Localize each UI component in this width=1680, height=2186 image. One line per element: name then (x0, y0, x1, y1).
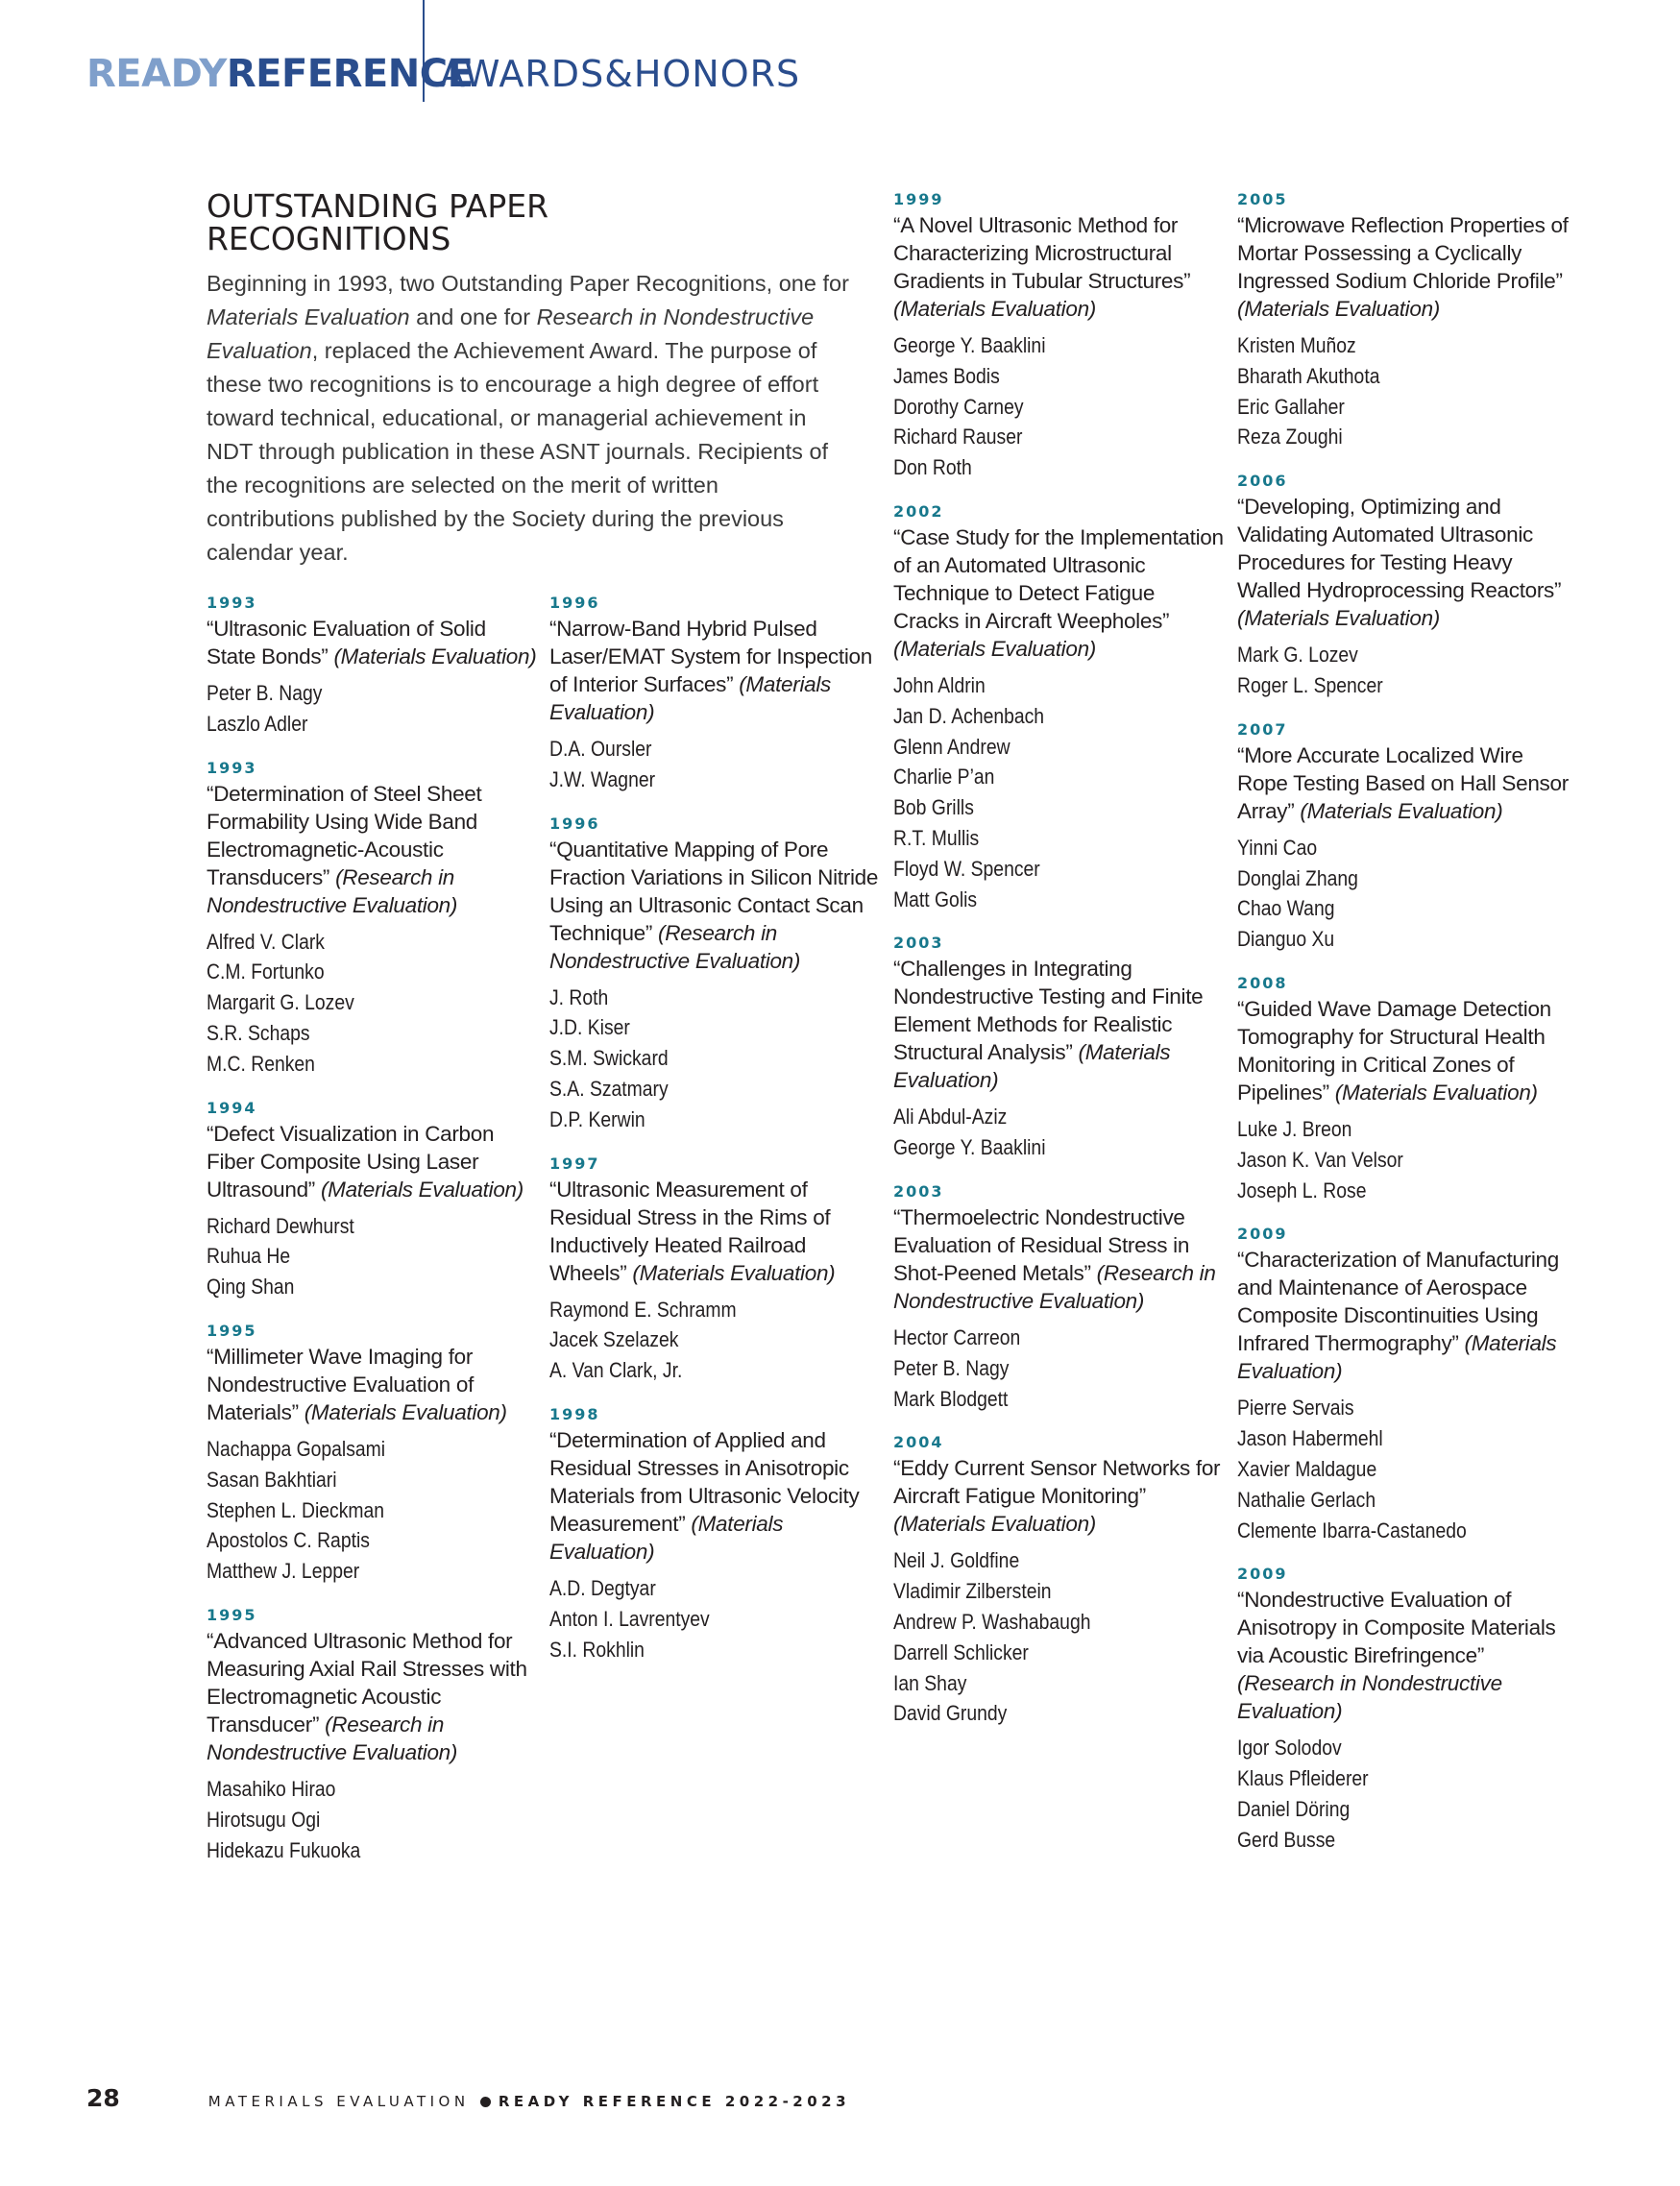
award-entry (207, 1099, 538, 1302)
recipient-list (207, 1774, 538, 1865)
recipient-name: D.A. Oursler (549, 737, 652, 761)
column-3 (893, 190, 1225, 1748)
running-footer (208, 2093, 850, 2110)
recipient-name: J.W. Wagner (549, 766, 656, 791)
intro-journal-me: Materials Evaluation (207, 304, 410, 329)
paper-title (1237, 1246, 1569, 1385)
paper-title-text: “Quantitative Mapping of Pore Fraction Variations in Silicon Nitride Using an Ultrasonic Contact Scan Technique” (549, 837, 879, 945)
column-4 (1237, 190, 1569, 1875)
recipient-name: A.D. Degtyar (549, 1575, 656, 1600)
award-year: 1998 (549, 1404, 600, 1423)
recipient-name: Charlie P’an (893, 765, 995, 789)
journal-name: (Materials Evaluation) (893, 1512, 1096, 1537)
recipient-name: Anton I. Lavrentyev (549, 1606, 710, 1631)
recipient-list (549, 983, 881, 1135)
award-year: 2006 (1237, 472, 1288, 491)
recipient-name: Vladimir Zilberstein (893, 1579, 1052, 1604)
page-heading: OUTSTANDING PAPER RECOGNITIONS (207, 187, 549, 257)
recipient-name: John Aldrin (893, 672, 986, 697)
paper-title-text: “More Accurate Localized Wire Rope Testing Based on Hall Sensor Array” (1237, 742, 1569, 823)
recipient-name: J. Roth (549, 984, 609, 1009)
recipient-list (549, 1295, 881, 1386)
journal-name: (Research in Nondestructive Evaluation) (207, 1712, 458, 1764)
award-entry (549, 1154, 881, 1386)
journal-name: (Materials Evaluation) (1334, 1080, 1538, 1105)
recipient-name: Hector Carreon (893, 1324, 1021, 1349)
award-year: 2009 (1237, 1225, 1288, 1244)
recipient-name: Floyd W. Spencer (893, 856, 1040, 881)
recipient-name: S.A. Szatmary (549, 1076, 669, 1101)
bullet-dot (480, 2097, 491, 2107)
recipient-name: Dorothy Carney (893, 394, 1024, 419)
recipient-list (207, 927, 538, 1080)
journal-name: (Materials Evaluation) (1237, 606, 1440, 631)
paper-title (893, 1454, 1225, 1538)
recipient-name: R.T. Mullis (893, 825, 980, 850)
award-year: 1997 (549, 1154, 600, 1173)
journal-name: (Materials Evaluation) (333, 644, 537, 668)
recipient-name: Peter B. Nagy (207, 681, 323, 705)
journal-name: (Materials Evaluation) (1300, 798, 1503, 823)
recipient-name: Hidekazu Fukuoka (207, 1837, 361, 1862)
recipient-name: Eric Gallaher (1237, 394, 1345, 419)
recipient-name: Dianguo Xu (1237, 927, 1335, 952)
award-entry (1237, 1565, 1569, 1855)
recipient-name: Pierre Servais (1237, 1396, 1354, 1421)
paper-title (1237, 1586, 1569, 1725)
paper-title-text: “Guided Wave Damage Detection Tomography for Structural Health Monitoring in Critical Zones of Pipelines” (1237, 996, 1551, 1105)
recipient-list (1237, 1393, 1569, 1545)
award-entry (893, 1433, 1225, 1729)
paper-title-text: “Determination of Applied and Residual Stresses in Anisotropic Materials from Ultrasonic Velocity Measurement” (549, 1427, 860, 1536)
recipient-name: Bharath Akuthota (1237, 363, 1380, 388)
journal-name: (Materials Evaluation) (1237, 297, 1440, 321)
recipient-name: Ali Abdul-Aziz (893, 1105, 1008, 1129)
recipient-name: Jason K. Van Velsor (1237, 1147, 1403, 1172)
paper-title (549, 615, 881, 726)
award-entry (1237, 1225, 1569, 1545)
footer-issue: READY REFERENCE 2022-2023 (498, 2093, 851, 2110)
recipient-name: Jan D. Achenbach (893, 703, 1045, 728)
journal-name: (Research in Nondestructive Evaluation) (549, 920, 801, 973)
recipient-name: Alfred V. Clark (207, 929, 325, 954)
award-year: 2004 (893, 1433, 944, 1452)
recipient-list (1237, 330, 1569, 452)
recipient-name: Sasan Bakhtiari (207, 1467, 337, 1492)
award-year: 2002 (893, 501, 944, 521)
recipient-name: S.I. Rokhlin (549, 1637, 645, 1662)
recipient-name: C.M. Fortunko (207, 959, 325, 984)
recipient-name: Jacek Szelazek (549, 1327, 679, 1352)
recipient-name: James Bodis (893, 363, 1000, 388)
recipient-name: Yinni Cao (1237, 835, 1318, 860)
column-1 (207, 594, 538, 1884)
award-entry (893, 502, 1225, 914)
intro-text: and one for (409, 304, 537, 329)
paper-title-text: “Defect Visualization in Carbon Fiber Composite Using Laser Ultrasound” (207, 1121, 495, 1202)
recipient-list (1237, 1733, 1569, 1855)
journal-name: (Research in Nondestructive Evaluation) (1237, 1671, 1502, 1724)
recipient-name: Darrell Schlicker (893, 1640, 1029, 1664)
paper-title-text: “Ultrasonic Measurement of Residual Stress in the Rims of Inductively Heated Railroad Wheels” (549, 1177, 831, 1285)
recipient-name: Masahiko Hirao (207, 1776, 336, 1801)
award-entry (1237, 720, 1569, 955)
paper-title-text: “Narrow-Band Hybrid Pulsed Laser/EMAT System for Inspection of Interior Surfaces” (549, 617, 872, 696)
paper-title-text: “Millimeter Wave Imaging for Nondestructive Evaluation of Materials” (207, 1344, 475, 1424)
award-entry (893, 190, 1225, 483)
recipient-list (893, 1102, 1225, 1163)
paper-title (893, 523, 1225, 663)
recipient-name: Mark G. Lozev (1237, 643, 1358, 668)
recipient-name: Daniel Döring (1237, 1796, 1351, 1821)
award-year: 1994 (207, 1098, 257, 1117)
recipient-name: Joseph L. Rose (1237, 1178, 1367, 1202)
recipient-name: J.D. Kiser (549, 1015, 630, 1040)
paper-title-text: “Microwave Reflection Properties of Mortar Possessing a Cyclically Ingressed Sodium Chloride Profile” (1237, 213, 1569, 293)
intro (207, 187, 850, 570)
paper-title (207, 1120, 538, 1203)
recipient-name: Ian Shay (893, 1670, 967, 1695)
journal-name: (Materials Evaluation) (549, 672, 832, 724)
column-2 (549, 594, 881, 1684)
award-entry (207, 594, 538, 740)
recipient-list (893, 1545, 1225, 1729)
section-title: AWARDS&HONORS (440, 53, 801, 95)
intro-journal-rnde: Research in Nondestructive Evaluation (207, 304, 815, 363)
recipient-list (549, 734, 881, 795)
paper-title (893, 955, 1225, 1094)
award-entry (207, 1606, 538, 1865)
recipient-name: Qing Shan (207, 1275, 295, 1299)
paper-title-text: “Developing, Optimizing and Validating Automated Ultrasonic Procedures for Testing Heavy Walled Hydroprocessing Reactors” (1237, 495, 1562, 603)
journal-name: (Materials Evaluation) (304, 1399, 507, 1424)
award-year: 1996 (549, 594, 600, 612)
paper-title-text: “Eddy Current Sensor Networks for Aircraft Fatigue Monitoring” (893, 1456, 1221, 1509)
recipient-name: Jason Habermehl (1237, 1426, 1383, 1451)
paper-title (549, 836, 881, 975)
recipient-name: Andrew P. Washabaugh (893, 1609, 1091, 1634)
recipient-name: Richard Dewhurst (207, 1213, 354, 1238)
award-year: 1995 (207, 1321, 257, 1340)
award-entry (207, 759, 538, 1080)
journal-name: (Materials Evaluation) (320, 1177, 523, 1202)
recipient-name: Neil J. Goldfine (893, 1548, 1020, 1573)
recipient-name: Clemente Ibarra-Castanedo (1237, 1518, 1467, 1542)
award-year: 2003 (893, 934, 944, 953)
recipient-name: Roger L. Spencer (1237, 672, 1383, 697)
page-number: 28 (86, 2084, 120, 2112)
recipient-name: M.C. Renken (207, 1051, 315, 1076)
award-entry (549, 594, 881, 795)
brand-ready: READY (86, 52, 227, 96)
intro-paragraph (207, 267, 850, 570)
recipient-list (893, 1323, 1225, 1414)
recipient-list (1237, 833, 1569, 955)
paper-title (893, 211, 1225, 323)
recipient-list (207, 678, 538, 740)
recipient-name: Klaus Pfleiderer (1237, 1766, 1369, 1791)
recipient-name: Kristen Muñoz (1237, 333, 1356, 357)
page-header (86, 50, 473, 98)
recipient-name: George Y. Baaklini (893, 1135, 1046, 1160)
journal-name: (Materials Evaluation) (549, 1511, 784, 1564)
recipient-name: Raymond E. Schramm (549, 1297, 737, 1322)
recipient-list (207, 1211, 538, 1302)
recipient-list (207, 1434, 538, 1587)
paper-title-text: “Characterization of Manufacturing and Maintenance of Aerospace Composite Discontinuities Using Infrared Thermography” (1237, 1248, 1559, 1356)
footer-publication: MATERIALS EVALUATION (207, 2093, 470, 2110)
award-entry (207, 1322, 538, 1587)
award-entry (893, 1182, 1225, 1414)
paper-title-text: “Determination of Steel Sheet Formability Using Wide Band Electromagnetic-Acoustic Transducers” (207, 781, 482, 889)
intro-text: Beginning in 1993, two Outstanding Paper Recognitions, one for (207, 271, 849, 296)
recipient-name: Laszlo Adler (207, 711, 308, 736)
recipient-name: A. Van Clark, Jr. (549, 1358, 683, 1383)
paper-title-text: “Nondestructive Evaluation of Anisotropy in Composite Materials via Acoustic Birefringence” (1237, 1588, 1556, 1668)
recipient-name: George Y. Baaklini (893, 333, 1046, 357)
journal-name: (Research in Nondestructive Evaluation) (207, 864, 458, 917)
recipient-name: Reza Zoughi (1237, 425, 1343, 449)
paper-title (893, 1203, 1225, 1315)
recipient-name: Igor Solodov (1237, 1736, 1342, 1761)
recipient-name: Apostolos C. Raptis (207, 1528, 370, 1553)
award-year: 1993 (207, 594, 257, 612)
award-year: 1999 (893, 190, 944, 208)
recipient-name: Nachappa Gopalsami (207, 1436, 386, 1461)
page-footer (86, 2084, 850, 2112)
recipient-list (893, 330, 1225, 483)
award-year: 2005 (1237, 190, 1288, 208)
award-entry (1237, 190, 1569, 452)
paper-title (549, 1176, 881, 1287)
award-year: 1995 (207, 1605, 257, 1624)
recipient-name: Luke J. Breon (1237, 1116, 1352, 1141)
award-year: 2008 (1237, 973, 1288, 992)
recipient-list (1237, 1114, 1569, 1205)
paper-title (207, 1627, 538, 1766)
award-year: 2009 (1237, 1565, 1288, 1584)
recipient-list (1237, 640, 1569, 701)
paper-title (549, 1426, 881, 1566)
paper-title-text: “Advanced Ultrasonic Method for Measuring Axial Rail Stresses with Electromagnetic Acoustic Transducer” (207, 1628, 527, 1737)
recipient-name: Margarit G. Lozev (207, 990, 354, 1015)
journal-name: (Materials Evaluation) (632, 1260, 836, 1285)
recipient-name: David Grundy (893, 1701, 1008, 1726)
award-year: 1996 (549, 814, 600, 833)
recipient-name: Glenn Andrew (893, 734, 1010, 759)
intro-text: , replaced the Achievement Award. The purpose of these two recognitions is to encourage a high degree of effort toward technical, educational, or managerial achievement in NDT through publication in these ASNT journals. Recipients of the recognitions are selected on the merit of written contributions published by the Society during the previous calendar year. (207, 338, 829, 565)
journal-name: (Materials Evaluation) (1237, 1331, 1557, 1384)
recipient-name: Hirotsugu Ogi (207, 1807, 321, 1832)
journal-name: (Materials Evaluation) (893, 1040, 1171, 1093)
recipient-name: Don Roth (893, 455, 972, 480)
journal-name: (Research in Nondestructive Evaluation) (893, 1260, 1216, 1313)
recipient-name: S.R. Schaps (207, 1020, 310, 1045)
recipient-list (549, 1573, 881, 1664)
award-entry (1237, 472, 1569, 701)
recipient-name: Nathalie Gerlach (1237, 1487, 1376, 1512)
recipient-name: S.M. Swickard (549, 1046, 669, 1071)
paper-title (207, 780, 538, 919)
award-year: 2003 (893, 1181, 944, 1201)
recipient-name: Donglai Zhang (1237, 865, 1358, 890)
recipient-name: D.P. Kerwin (549, 1106, 645, 1131)
award-entry (1237, 974, 1569, 1205)
paper-title-text: “Case Study for the Implementation of an Automated Ultrasonic Technique to Detect Fatigue Cracks in Aircraft Weepholes” (893, 524, 1224, 633)
award-entry (549, 1405, 881, 1664)
paper-title (1237, 995, 1569, 1106)
recipient-name: Stephen L. Dieckman (207, 1497, 385, 1522)
journal-name: (Materials Evaluation) (893, 636, 1096, 661)
recipient-name: Mark Blodgett (893, 1386, 1009, 1411)
recipient-name: Gerd Busse (1237, 1827, 1336, 1852)
paper-title (1237, 741, 1569, 825)
recipient-name: Matt Golis (893, 887, 978, 911)
award-year: 1993 (207, 758, 257, 777)
paper-title (207, 615, 538, 670)
recipient-list (893, 670, 1225, 914)
paper-title (1237, 493, 1569, 632)
recipient-name: Chao Wang (1237, 896, 1335, 921)
recipient-name: Xavier Maldague (1237, 1456, 1377, 1481)
paper-title-text: “A Novel Ultrasonic Method for Characterizing Microstructural Gradients in Tubular Structures” (893, 213, 1191, 293)
paper-title-text: “Thermoelectric Nondestructive Evaluation of Residual Stress in Shot-Peened Metals” (893, 1204, 1190, 1285)
recipient-name: Richard Rauser (893, 425, 1023, 449)
paper-title (1237, 211, 1569, 323)
recipient-name: Bob Grills (893, 795, 974, 820)
journal-name: (Materials Evaluation) (893, 297, 1096, 321)
recipient-name: Peter B. Nagy (893, 1355, 1010, 1380)
paper-title-text: “Challenges in Integrating Nondestructive Testing and Finite Element Methods for Realistic Structural Analysis” (893, 957, 1204, 1065)
award-entry (893, 934, 1225, 1163)
recipient-name: Matthew J. Lepper (207, 1559, 360, 1584)
recipient-name: Ruhua He (207, 1244, 291, 1269)
award-year: 2007 (1237, 719, 1288, 739)
paper-title-text: “Ultrasonic Evaluation of Solid State Bonds” (207, 617, 486, 668)
award-entry (549, 814, 881, 1135)
paper-title (207, 1343, 538, 1426)
brand-reference: REFERENCE (226, 52, 474, 96)
